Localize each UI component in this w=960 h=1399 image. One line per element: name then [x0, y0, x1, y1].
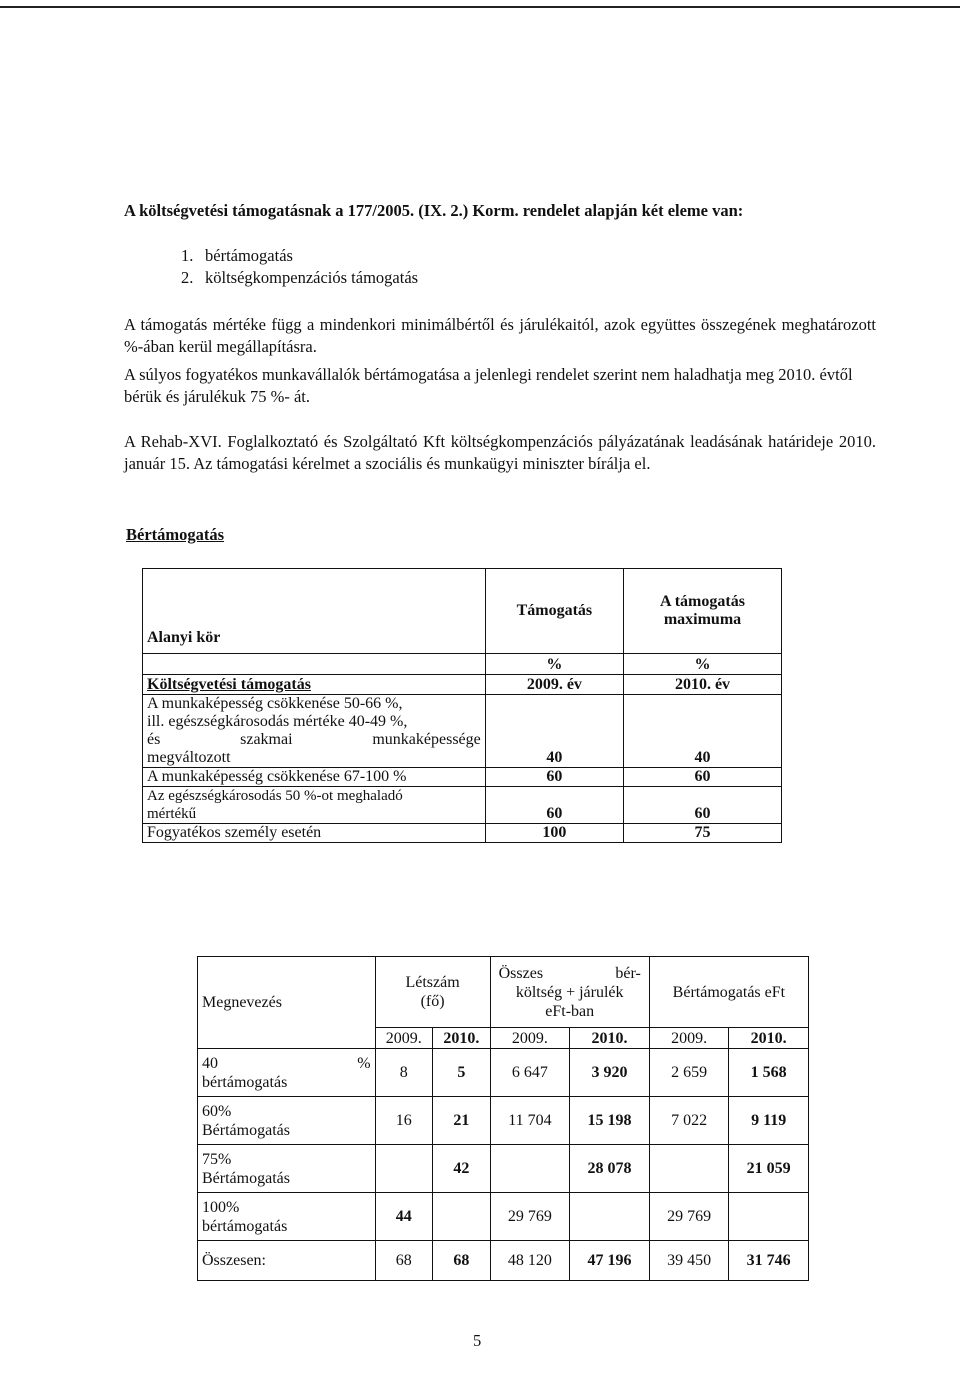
- total-label: Összesen:: [198, 1241, 376, 1281]
- row-name-part: %: [357, 1054, 371, 1072]
- header-max-subsidy: [623, 569, 781, 654]
- table-subheader-row: [143, 675, 782, 695]
- header-max-line2: maximuma: [663, 611, 742, 628]
- row-label-line: Az egészségkárosodás 50 %-ot meghaladó: [147, 788, 403, 804]
- row-label: A munkaképesség csökkenése 67-100 %: [143, 768, 486, 787]
- header-cost-word: bér-: [615, 964, 641, 982]
- row-label: Fogyatékos személy esetén: [143, 824, 486, 843]
- page-number: 5: [473, 1331, 482, 1350]
- value-2010: 60: [623, 787, 781, 824]
- total-subsidy-2010: 31 746: [729, 1241, 809, 1281]
- row-label: [143, 787, 486, 824]
- row-name: [198, 1097, 376, 1145]
- header-cost-line1: [495, 964, 645, 983]
- value-2010: 60: [623, 768, 781, 787]
- header-headcount-line1: Létszám: [405, 974, 460, 991]
- table-header-row: [143, 569, 782, 654]
- percent-empty-cell: [143, 654, 486, 675]
- document-heading: A költségvetési támogatásnak a 177/2005. (IX. 2.) Korm. rendelet alapján két eleme van:: [124, 201, 744, 220]
- year-cell: 2010.: [729, 1028, 809, 1049]
- row-name-line2: Bértámogatás: [202, 1169, 290, 1187]
- table-row: [198, 1097, 809, 1145]
- row-label-word: munkaképessége: [372, 731, 481, 748]
- headcount-2009: 16: [375, 1097, 433, 1145]
- paragraph-disabled-workers: A súlyos fogyatékos munkavállalók bértámogatása a jelenlegi rendelet szerint nem haladhatja meg 2010. évtől bérük és járulékuk 75 %- át.: [124, 365, 853, 406]
- top-rule: [0, 6, 960, 8]
- subsidy-rate-table: [142, 568, 782, 843]
- cost-2010: 3 920: [570, 1049, 650, 1097]
- table-row: [198, 1145, 809, 1193]
- row-name-line1: 60%: [202, 1102, 232, 1120]
- headcount-2010: 21: [433, 1097, 491, 1145]
- value-2009: 40: [485, 695, 623, 768]
- row-name: [198, 1145, 376, 1193]
- year-cell: 2010.: [570, 1028, 650, 1049]
- percent-label: %: [623, 654, 781, 675]
- list-item: [181, 267, 418, 289]
- table-percent-row: [143, 654, 782, 675]
- row-name-line1: 100%: [202, 1198, 240, 1216]
- row-name-line2: bértámogatás: [202, 1217, 288, 1235]
- headcount-2010: [433, 1193, 491, 1241]
- list-text: költségkompenzációs támogatás: [205, 268, 419, 287]
- year-cell: 2009.: [649, 1028, 729, 1049]
- cost-2010: [570, 1193, 650, 1241]
- section-title: Bértámogatás: [126, 525, 225, 544]
- row-name-line1: 75%: [202, 1150, 232, 1168]
- value-2009: 60: [485, 768, 623, 787]
- cost-2009: 6 647: [490, 1049, 570, 1097]
- row-name-part: 40: [202, 1054, 218, 1072]
- total-cost-2010: 47 196: [570, 1241, 650, 1281]
- subsidy-2010: [729, 1193, 809, 1241]
- subheader-year-2010: 2010. év: [623, 675, 781, 695]
- year-cell: 2009.: [490, 1028, 570, 1049]
- percent-label: %: [485, 654, 623, 675]
- headcount-subsidy-table: [197, 956, 809, 1281]
- table-row: [143, 824, 782, 843]
- subsidy-2010: 1 568: [729, 1049, 809, 1097]
- subsidy-2009: [649, 1145, 729, 1193]
- headcount-2010: 5: [433, 1049, 491, 1097]
- row-name: [198, 1049, 376, 1097]
- value-2009: 100: [485, 824, 623, 843]
- table-row: [198, 1049, 809, 1097]
- cost-2010: 15 198: [570, 1097, 650, 1145]
- row-name-line2: bértámogatás: [202, 1073, 288, 1091]
- year-cell: 2009.: [375, 1028, 433, 1049]
- headcount-2010: 42: [433, 1145, 491, 1193]
- header-cost-line3: eFt-ban: [545, 1002, 595, 1020]
- cost-2009: 29 769: [490, 1193, 570, 1241]
- row-name: [198, 1193, 376, 1241]
- cost-2009: 11 704: [490, 1097, 570, 1145]
- headcount-2009: 8: [375, 1049, 433, 1097]
- subheader-budget-support: Költségvetési támogatás: [143, 675, 486, 695]
- value-2010: 40: [623, 695, 781, 768]
- cost-2010: 28 078: [570, 1145, 650, 1193]
- value-2010: 75: [623, 824, 781, 843]
- table-total-row: [198, 1241, 809, 1281]
- year-cell: 2010.: [433, 1028, 491, 1049]
- subsidy-2010: 21 059: [729, 1145, 809, 1193]
- paragraph-application-deadline: A Rehab-XVI. Foglalkoztató és Szolgáltató Kft költségkompenzációs pályázatának leadásának határideje 2010. január 15. Az támogatási kérelmet a szociális és munkaügyi miniszter bírálja el.: [124, 432, 876, 473]
- header-name: Megnevezés: [198, 957, 376, 1049]
- header-eligible-group: Alanyi kör: [143, 569, 486, 654]
- subsidy-2009: 2 659: [649, 1049, 729, 1097]
- total-subsidy-2009: 39 450: [649, 1241, 729, 1281]
- list-number: 1.: [181, 246, 194, 265]
- total-cost-2009: 48 120: [490, 1241, 570, 1281]
- table-header-row: [198, 957, 809, 1028]
- table-row: [143, 695, 782, 768]
- row-label: [143, 695, 486, 768]
- list-number: 2.: [181, 268, 194, 287]
- header-total-cost: [490, 957, 649, 1028]
- header-headcount: [375, 957, 490, 1028]
- header-subsidy: Támogatás: [485, 569, 623, 654]
- header-max-line1: A támogatás: [660, 593, 745, 610]
- headcount-2009: [375, 1145, 433, 1193]
- row-label-line: megváltozott: [147, 749, 231, 766]
- row-label-line: ill. egészségkárosodás mértéke 40-49 %,: [147, 713, 408, 730]
- row-label-word: és: [147, 731, 161, 748]
- row-name-line1: [202, 1054, 371, 1073]
- headcount-2009: 44: [375, 1193, 433, 1241]
- cost-2009: [490, 1145, 570, 1193]
- subsidy-2009: 7 022: [649, 1097, 729, 1145]
- subheader-year-2009: 2009. év: [485, 675, 623, 695]
- subsidy-2009: 29 769: [649, 1193, 729, 1241]
- subsidy-2010: 9 119: [729, 1097, 809, 1145]
- row-name-line2: Bértámogatás: [202, 1121, 290, 1139]
- header-headcount-line2: (fő): [420, 993, 445, 1010]
- subsidy-elements-list: [181, 245, 418, 289]
- total-headcount-2010: 68: [433, 1241, 491, 1281]
- list-text: bértámogatás: [205, 246, 293, 265]
- row-label-word: szakmai: [240, 731, 293, 748]
- row-label-line: A munkaképesség csökkenése 50-66 %,: [147, 695, 403, 712]
- list-item: [181, 245, 418, 267]
- table-row: [198, 1193, 809, 1241]
- value-2009: 60: [485, 787, 623, 824]
- table-row: [143, 787, 782, 824]
- header-cost-line2: költség + járulék: [515, 983, 624, 1001]
- row-label-line: [147, 731, 481, 749]
- total-headcount-2009: 68: [375, 1241, 433, 1281]
- table-row: [143, 768, 782, 787]
- paragraph-subsidy-rate: A támogatás mértéke függ a mindenkori minimálbértől és járulékaitól, azok együttes összegének meghatározott %-ában kerül megállapításra.: [124, 315, 876, 356]
- header-cost-word: Összes: [498, 964, 544, 982]
- header-subsidy-eft: Bértámogatás eFt: [649, 957, 808, 1028]
- row-label-line: mértékű: [147, 806, 197, 822]
